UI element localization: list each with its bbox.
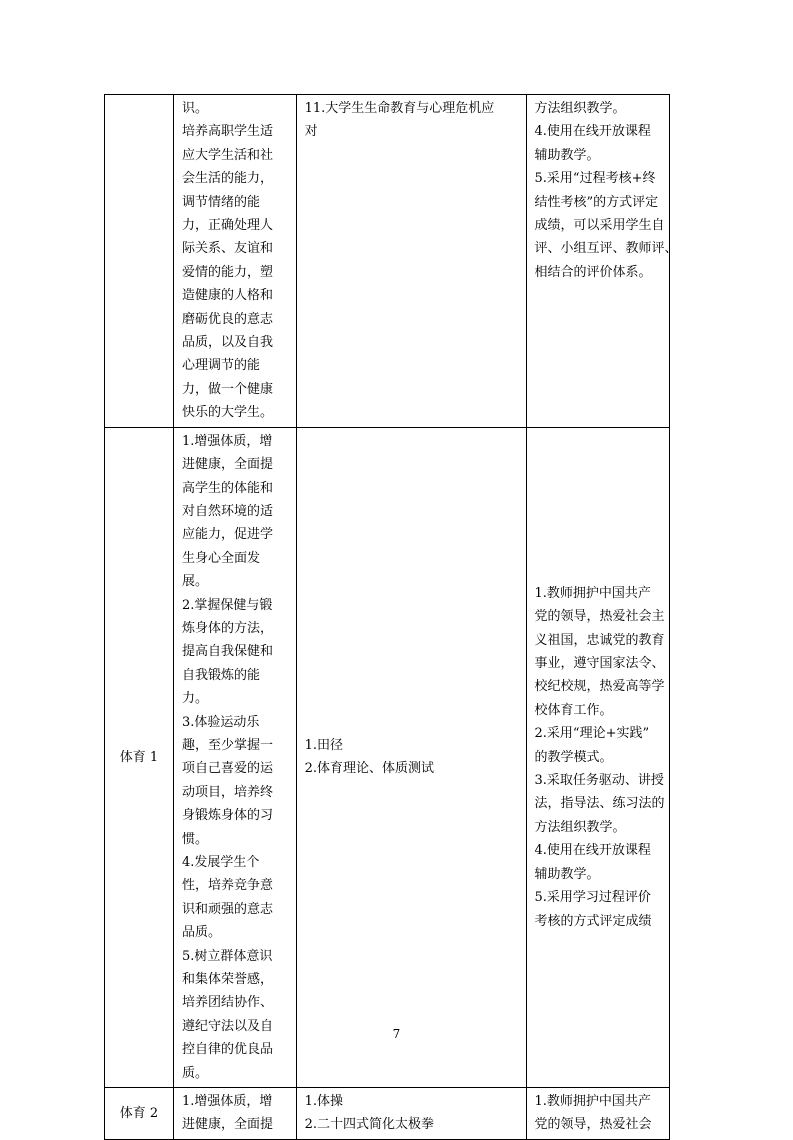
- cell-line: 3.体验运动乐: [181, 714, 260, 730]
- cell-line: 评、小组互评、教师评、: [534, 241, 678, 257]
- cell-line: 法，指导法、练习法的: [534, 796, 665, 812]
- cell-line: 进健康，全面提: [181, 1117, 273, 1133]
- cell-line: 1.增强体质，增: [181, 1094, 273, 1110]
- cell-line: 事业，遵守国家法令、: [534, 656, 665, 672]
- cell-line: 性，培养竞争意: [181, 878, 273, 894]
- cell-line: 遵纪守法以及自: [181, 1018, 273, 1034]
- cell-line: 身锻炼身体的习: [181, 808, 273, 824]
- cell-line: 趣，至少掌握一: [181, 737, 273, 753]
- curriculum-table: [104, 94, 678, 1140]
- cell-line: 5.树立群体意识: [181, 948, 273, 964]
- cell-line: 义祖国，忠诚党的教育: [534, 632, 665, 648]
- cell-line: 应能力，促进学: [181, 527, 273, 543]
- cell-line: 11.大学生生命教育与心理危机应: [304, 101, 495, 116]
- goals-cell: [173, 95, 296, 428]
- cell-line: 5.采用学习过程评价: [534, 890, 651, 906]
- cell-line: 1.增强体质，增: [181, 433, 273, 449]
- table-row: [105, 95, 670, 428]
- table-row: [105, 1088, 670, 1140]
- cell-line: 识和顽强的意志: [181, 901, 273, 917]
- cell-line: 的教学模式。: [534, 749, 613, 765]
- cell-line: 相结合的评价体系。: [534, 264, 652, 280]
- cell-line: 方法组织教学。: [534, 101, 626, 116]
- requirements-cell: [526, 95, 678, 428]
- cell-line: 考核的方式评定成绩: [534, 913, 652, 929]
- table-row: [105, 427, 670, 1087]
- cell-line: 调节情绪的能: [181, 194, 260, 210]
- cell-line: 进健康，全面提: [181, 457, 273, 473]
- cell-line: 成绩，可以采用学生自: [534, 218, 665, 234]
- cell-line: 心理调节的能: [181, 358, 260, 374]
- cell-line: 培养高职学生适: [181, 124, 273, 140]
- cell-line: 党的领导，热爱社会: [534, 1117, 652, 1133]
- goals-cell: [173, 427, 296, 1087]
- cell-line: 党的领导，热爱社会主: [534, 609, 665, 625]
- cell-line: 爱情的能力，塑: [181, 264, 273, 280]
- cell-line: 4.使用在线开放课程: [534, 124, 651, 140]
- cell-line: 应大学生活和社: [181, 147, 273, 163]
- page-number: 7: [392, 1027, 401, 1041]
- cell-line: 质。: [181, 1065, 208, 1081]
- cell-line: 生身心全面发: [181, 550, 260, 566]
- cell-line: 高学生的体能和: [181, 480, 273, 496]
- cell-line: 惯。: [181, 831, 208, 847]
- cell-line: 项自己喜爱的运: [181, 761, 273, 777]
- course-name-cell: 体育 1: [105, 427, 174, 1087]
- cell-line: 炼身体的方法，: [181, 620, 273, 636]
- course-name-cell: 体育 2: [105, 1088, 174, 1140]
- cell-line: 结性考核”的方式评定: [534, 194, 659, 210]
- cell-line: 5.采用“过程考核+终: [534, 171, 656, 187]
- cell-line: 和集体荣誉感，: [181, 972, 273, 988]
- cell-line: 对: [304, 124, 318, 140]
- cell-line: 快乐的大学生。: [181, 405, 273, 421]
- cell-line: 2.采用“理论+实践”: [534, 726, 650, 742]
- cell-line: 培养团结协作、: [181, 995, 273, 1011]
- cell-line: 2.二十四式简化太极拳: [304, 1117, 434, 1133]
- cell-line: 4.发展学生个: [181, 855, 260, 870]
- content-cell: [296, 95, 526, 428]
- cell-line: 际关系、友谊和: [181, 241, 273, 257]
- cell-line: 校纪校规，热爱高等学: [534, 679, 665, 695]
- cell-line: 3.采取任务驱动、讲授: [534, 773, 664, 789]
- cell-line: 磨砺优良的意志: [181, 311, 273, 327]
- cell-line: 控自律的优良品: [181, 1042, 273, 1058]
- cell-line: 动项目，培养终: [181, 784, 273, 800]
- cell-line: 力，正确处理人: [181, 218, 273, 234]
- cell-line: 品质。: [181, 925, 221, 941]
- cell-line: 1.教师拥护中国共产: [534, 1094, 651, 1110]
- cell-line: 力，做一个健康: [181, 381, 273, 397]
- cell-line: 1.体操: [304, 1094, 343, 1110]
- cell-line: 辅助教学。: [534, 147, 600, 163]
- cell-line: 辅助教学。: [534, 866, 600, 882]
- content-cell: [296, 1088, 526, 1140]
- cell-line: 力。: [181, 691, 208, 707]
- cell-line: 提高自我保健和: [181, 644, 273, 660]
- requirements-cell: [526, 1088, 669, 1140]
- cell-line: 方法组织教学。: [534, 819, 626, 835]
- cell-line: 造健康的人格和: [181, 288, 273, 304]
- cell-line: 1.教师拥护中国共产: [534, 585, 651, 601]
- cell-line: 1.田径: [304, 737, 343, 753]
- requirements-cell: [526, 427, 669, 1087]
- cell-line: 识。: [181, 101, 208, 116]
- cell-line: 4.使用在线开放课程: [534, 843, 651, 859]
- cell-line: 2.体育理论、体质测试: [304, 761, 434, 777]
- goals-cell: [173, 1088, 296, 1140]
- cell-line: 会生活的能力，: [181, 171, 273, 187]
- cell-line: 校体育工作。: [534, 702, 613, 718]
- content-cell: [296, 427, 526, 1087]
- cell-line: 品质，以及自我: [181, 335, 273, 351]
- cell-line: 自我锻炼的能: [181, 667, 260, 683]
- cell-line: 对自然环境的适: [181, 503, 273, 519]
- course-name-cell: [105, 95, 174, 428]
- cell-line: 展。: [181, 574, 208, 590]
- cell-line: 2.掌握保健与锻: [181, 597, 273, 613]
